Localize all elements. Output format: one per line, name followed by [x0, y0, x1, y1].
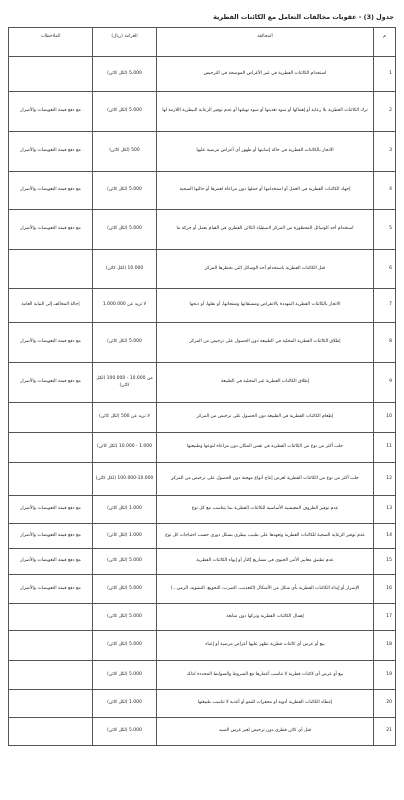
violation-cell: عدم توفير الظروف المعيشية الأساسية للكائنات الفطرية بما يتناسب مع كل نوع	[157, 496, 374, 524]
row-number: 16	[374, 575, 396, 604]
fine-cell: 5.000 (لكل كائن)	[93, 57, 157, 92]
table-row	[9, 661, 396, 690]
violation-cell: ترك الكائنات الفطرية بلا رعاية أو إهمالها أو سوء تغذيتها أو سوء تهيئتها أو عدم توفير الرعاية البيطرية اللازمة لها	[157, 92, 374, 132]
fine-cell: 5.000 (لكل كائن)	[93, 631, 157, 661]
table-row	[9, 604, 396, 631]
notes-cell: مع دفع قيمة التعويضات والأضرار	[9, 524, 93, 549]
fine-cell: لا تزيد عن 500 (لكل كائن)	[93, 403, 157, 433]
notes-cell	[9, 250, 93, 289]
table-row	[9, 575, 396, 604]
violation-cell: عدم تطبيق معايير الأمن الحيوي في مشاريع إكثار أو إيواء الكائنات الفطرية	[157, 549, 374, 575]
notes-cell: مع دفع قيمة التعويضات والأضرار	[9, 92, 93, 132]
fine-cell: 5.000 (لكل كائن)	[93, 604, 157, 631]
notes-cell: مع دفع قيمة التعويضات والأضرار	[9, 363, 93, 403]
notes-cell	[9, 690, 93, 718]
table-row	[9, 289, 396, 323]
notes-cell: مع دفع قيمة التعويضات والأضرار	[9, 172, 93, 210]
row-number: 19	[374, 661, 396, 690]
violation-cell: الاتجار بالكائنات الفطرية في حالة إصابتها أو ظهور أي أعراض مرضية عليها	[157, 132, 374, 172]
violation-cell: الاتجار بالكائنات الفطرية المهددة بالانقراض ومشتقاتها ومنتجاتها، أو نقلها، أو ذبحها	[157, 289, 374, 323]
fine-cell: 5.000 (لكل كائن)	[93, 172, 157, 210]
header-fine: الغرامة (ريال)	[93, 28, 157, 57]
fine-cell: 1.000 - 10.000 (لكل كائن)	[93, 433, 157, 463]
table-row	[9, 631, 396, 661]
fine-cell: 500 (لكل كائن)	[93, 132, 157, 172]
fine-cell: 1.000 (لكل كائن)	[93, 690, 157, 718]
table-row	[9, 323, 396, 363]
row-number: 12	[374, 463, 396, 496]
notes-cell	[9, 631, 93, 661]
table-row	[9, 403, 396, 433]
notes-cell	[9, 403, 93, 433]
row-number: 17	[374, 604, 396, 631]
fine-cell: لا تزيد عن 1.000.000	[93, 289, 157, 323]
row-number: 11	[374, 433, 396, 463]
violation-cell: إطعام الكائنات الفطرية في الطبيعة دون الحصول على ترخيص من المركز	[157, 403, 374, 433]
violation-cell: بيع أو عرض أي كائنات فطرية لا تناسب أعمارها مع الشروط والضوابط المحددة لذلك	[157, 661, 374, 690]
notes-cell: إحالة المخالف إلى النيابة العامة	[9, 289, 93, 323]
notes-cell	[9, 433, 93, 463]
notes-cell	[9, 463, 93, 496]
fine-cell: 5.000 (لكل كائن)	[93, 92, 157, 132]
fine-cell: 5.000 (لكل كائن)	[93, 575, 157, 604]
row-number: 3	[374, 132, 396, 172]
notes-cell	[9, 57, 93, 92]
row-number: 10	[374, 403, 396, 433]
fine-cell: 1.000 (لكل كائن)	[93, 524, 157, 549]
violation-cell: عدم توفير الرعاية الصحية للكائنات الفطرية وتعهدها على طبيب بيطري بشكل دوري حسب احتياجات كل نوع	[157, 524, 374, 549]
fine-cell: 5.000 (لكل كائن)	[93, 549, 157, 575]
table-row	[9, 524, 396, 549]
notes-cell	[9, 661, 93, 690]
table-row	[9, 92, 396, 132]
table-row	[9, 433, 396, 463]
violation-cell: قتل الكائنات الفطرية باستخدام أحد الوسائل التي يحظرها المركز	[157, 250, 374, 289]
row-number: 9	[374, 363, 396, 403]
fine-cell: 5.000 (لكل كائن)	[93, 661, 157, 690]
fine-cell: 5.000 (لكل كائن)	[93, 718, 157, 746]
row-number: 4	[374, 172, 396, 210]
notes-cell: مع دفع قيمة التعويضات والأضرار	[9, 549, 93, 575]
violation-cell: جلب أكثر من نوع من الكائنات الفطرية في نفس المكان دون مراعاة لنوعها وطبيعتها	[157, 433, 374, 463]
table-row	[9, 549, 396, 575]
header-violation: المخالفة	[157, 28, 374, 57]
violation-cell: جلب أكثر من نوع من الكائنات الفطرية لغرض إنتاج أنواع مهجنة دون الحصول على ترخيص من المركز	[157, 463, 374, 496]
violation-cell: بيع أو عرض أي كائنات فطرية تظهر عليها أعراض مرضية أو إعياء	[157, 631, 374, 661]
fine-cell: 5.000 (لكل كائن)	[93, 323, 157, 363]
fine-cell: 100.000-10.000 (لكل كائن)	[93, 463, 157, 496]
row-number: 6	[374, 250, 396, 289]
row-number: 13	[374, 496, 396, 524]
row-number: 5	[374, 210, 396, 250]
violation-cell: استخدام الكائنات الفطرية في غير الأغراض الموضحة في الترخيص	[157, 57, 374, 92]
table-row	[9, 132, 396, 172]
notes-cell: مع دفع قيمة التعويضات والأضرار	[9, 132, 93, 172]
table-row	[9, 496, 396, 524]
table-row	[9, 463, 396, 496]
row-number: 2	[374, 92, 396, 132]
row-number: 7	[374, 289, 396, 323]
row-number: 20	[374, 690, 396, 718]
notes-cell: مع دفع قيمة التعويضات والأضرار	[9, 323, 93, 363]
row-number: 21	[374, 718, 396, 746]
table-row	[9, 690, 396, 718]
notes-cell: مع دفع قيمة التعويضات والأضرار	[9, 575, 93, 604]
violation-cell: إهمال الكائنات الفطرية وتركها دون متابعة	[157, 604, 374, 631]
table-row	[9, 57, 396, 92]
table-row	[9, 363, 396, 403]
penalties-table	[8, 27, 396, 746]
table-row	[9, 172, 396, 210]
table-row	[9, 250, 396, 289]
violation-cell: إطلاق الكائنات الفطرية المحلية في الطبيعة دون الحصول على ترخيص من المركز	[157, 323, 374, 363]
notes-cell: مع دفع قيمة التعويضات والأضرار	[9, 496, 93, 524]
notes-cell	[9, 718, 93, 746]
fine-cell: 1.000 (لكل كائن)	[93, 496, 157, 524]
header-notes: الملاحظات	[9, 28, 93, 57]
row-number: 18	[374, 631, 396, 661]
violation-cell: إطلاق الكائنات الفطرية غير المحلية في الطبيعة	[157, 363, 374, 403]
violation-cell: قتل أي كائن فطري دون ترخيص لغير غرض الصيد	[157, 718, 374, 746]
header-num: م	[374, 28, 396, 57]
table-row	[9, 718, 396, 746]
row-number: 15	[374, 549, 396, 575]
violation-cell: إجهاد الكائنات الفطرية في العمل أو استخدامها أو حملها دون مراعاة لعمرها أو حالتها الصحية	[157, 172, 374, 210]
table-row	[9, 210, 396, 250]
row-number: 14	[374, 524, 396, 549]
fine-cell: 10.000 (لكل كائن)	[93, 250, 157, 289]
violation-cell: استخدام أحد الوسائل المحظورة من المركز لاصطياد الكائن الفطري في القيام بعمل أو حركة ما	[157, 210, 374, 250]
violation-cell: إعطاء الكائنات الفطرية أدوية أو محفزات للنمو أو أغذية لا تناسب طبيعتها	[157, 690, 374, 718]
fine-cell: 5.000 (لكل كائن)	[93, 210, 157, 250]
table-caption: جدول (3) - عقوبات مخالفات التعامل مع الكائنات الفطرية	[213, 13, 394, 21]
row-number: 1	[374, 57, 396, 92]
fine-cell: من 10.000 - 100.000 (لكل كائن)	[93, 363, 157, 403]
row-number: 8	[374, 323, 396, 363]
notes-cell: مع دفع قيمة التعويضات والأضرار	[9, 210, 93, 250]
violation-cell: الإضرار أو إيذاء الكائنات الفطرية بأي شكل من الأشكال (التعذيب، الضرب، التجويع، التشويه، الرمي...)	[157, 575, 374, 604]
table-header-row	[9, 28, 396, 57]
notes-cell	[9, 604, 93, 631]
